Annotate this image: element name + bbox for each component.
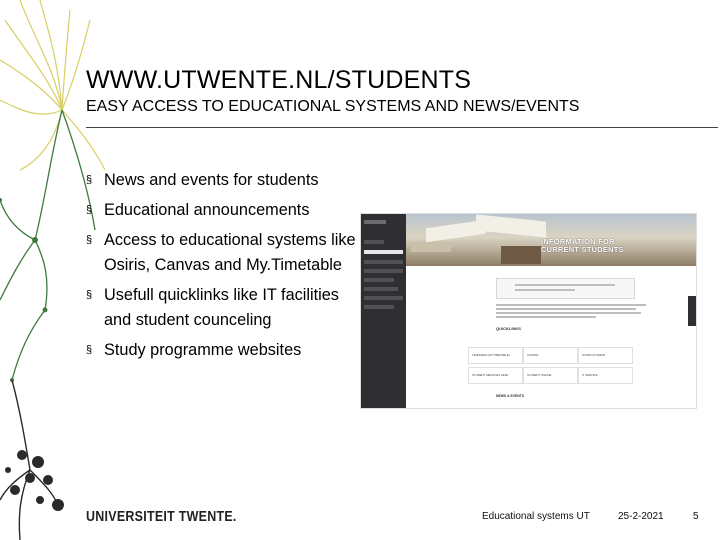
screenshot-hero-image <box>406 214 696 266</box>
bullet-text: Study programme websites <box>104 341 302 359</box>
screenshot-nav-line <box>364 269 403 273</box>
screenshot-quicklink: IT SERVICE <box>578 367 633 384</box>
hero-title-line: INFORMATION FOR <box>541 237 615 246</box>
hero-trees <box>501 246 541 264</box>
bullet-marker: § <box>86 234 93 246</box>
screenshot-nav-line <box>364 296 403 300</box>
page-number: 5 <box>693 511 699 522</box>
bullet-marker: § <box>86 174 93 186</box>
screenshot-quicklink: OSIRIS STUDENT <box>578 347 633 364</box>
notice-text-line <box>515 284 615 286</box>
screenshot-nav-line <box>364 287 398 291</box>
hero-awning <box>476 214 546 237</box>
screenshot-text-line <box>496 304 646 306</box>
title-divider <box>86 127 718 128</box>
university-logo: UNIVERSITEIT TWENTE. <box>86 509 237 525</box>
screenshot-hero-title <box>541 238 624 254</box>
screenshot-quicklinks-heading: QUICKLINKS <box>496 326 521 331</box>
bullet-item <box>86 228 356 278</box>
website-screenshot <box>361 214 696 408</box>
bullet-item <box>86 168 356 193</box>
notice-text-line <box>515 289 575 291</box>
bullet-text: News and events for students <box>104 171 319 189</box>
bullet-text: Access to educational systems like Osiris, Canvas and My.Timetable <box>104 231 356 274</box>
screenshot-sidebar <box>361 214 406 408</box>
screenshot-nav-line <box>364 305 394 309</box>
screenshot-notice-box <box>496 278 635 299</box>
screenshot-quicklink: STUDENT SERVICES DESK <box>468 367 523 384</box>
bullet-item <box>86 283 356 333</box>
screenshot-nav-line <box>364 278 394 282</box>
bullet-item <box>86 338 356 363</box>
footer-label: Educational systems UT <box>482 511 590 522</box>
screenshot-nav-line <box>364 240 384 244</box>
screenshot-side-tab <box>688 296 696 326</box>
screenshot-quicklink: CANVAS <box>523 347 578 364</box>
hero-title-line: CURRENT STUDENTS <box>541 245 624 254</box>
screenshot-text-line <box>496 316 596 318</box>
screenshot-quicklink: STUDENT ONLINE <box>523 367 578 384</box>
slide-subtitle: EASY ACCESS TO EDUCATIONAL SYSTEMS AND NEWS/EVENTS <box>86 98 580 115</box>
bullet-list <box>86 168 356 368</box>
screenshot-news-heading: NEWS & EVENTS <box>496 394 525 398</box>
bullet-text: Educational announcements <box>104 201 310 219</box>
screenshot-text-line <box>496 312 641 314</box>
footer-date: 25-2-2021 <box>618 511 664 522</box>
bullet-marker: § <box>86 204 93 216</box>
hero-awning <box>411 242 451 252</box>
screenshot-quicklink: TIMETABLE (MYTIMETABLE) <box>468 347 523 364</box>
screenshot-text-line <box>496 308 636 310</box>
screenshot-nav-line <box>364 260 403 264</box>
screenshot-logo <box>364 220 386 224</box>
screenshot-nav-active <box>364 250 403 254</box>
bullet-marker: § <box>86 289 93 301</box>
bullet-marker: § <box>86 344 93 356</box>
bullet-item <box>86 198 356 223</box>
slide-title: WWW.UTWENTE.NL/STUDENTS <box>86 66 472 94</box>
bullet-text: Usefull quicklinks like IT facilities and student counceling <box>104 286 339 329</box>
